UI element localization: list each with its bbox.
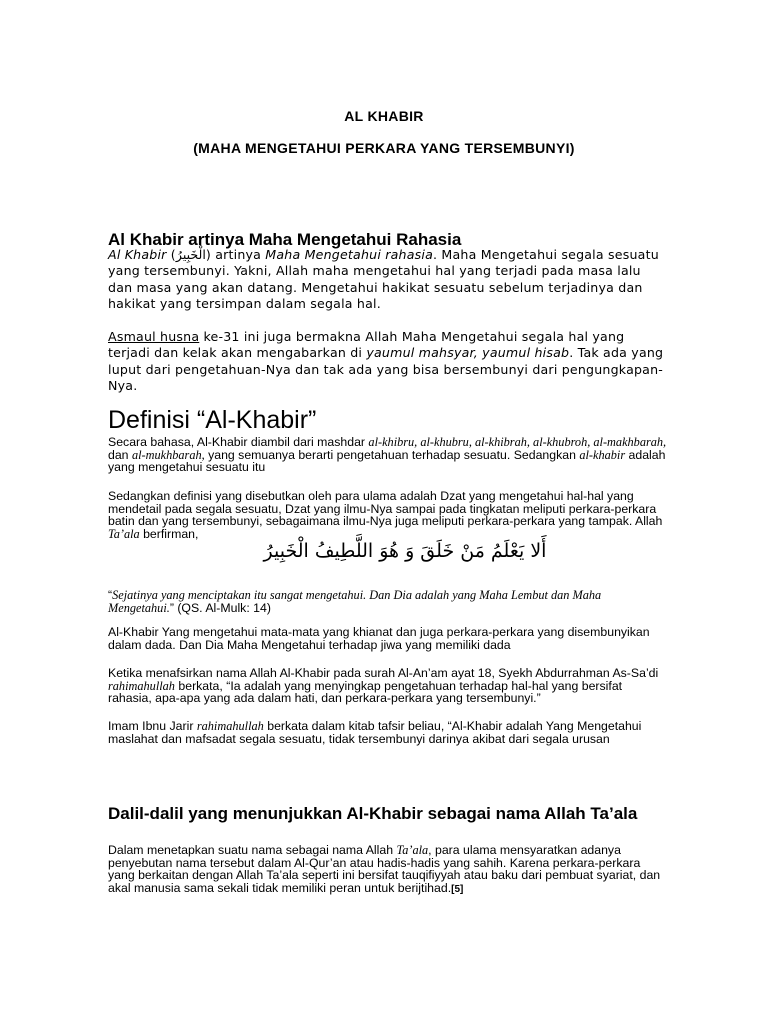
paragraph-secara-bahasa (108, 436, 668, 474)
term-taala: Ta’ala (108, 526, 140, 541)
doc-subtitle: (MAHA MENGETAHUI PERKARA YANG TERSEMBUNYI) (193, 140, 575, 156)
text-span: ke-31 ini juga bermakna Allah Maha Mengetahui segala hal yang terjadi dan kelak akan mengabarkan di (108, 329, 625, 361)
text-span: adalah yang mengetahui sesuatu itu (108, 447, 666, 475)
term-mukhbarah: al-mukhbarah, (131, 447, 205, 462)
paragraph-asmaul-husna (108, 329, 668, 395)
paragraph-definisi-ulama (108, 490, 668, 540)
term-taala: Ta’ala (396, 843, 429, 857)
text-span: . Maha Mengetahui segala sesuatu yang tersembunyi. Yakni, Allah maha mengetahui hal yang terjadi pada masa lalu dan masa yang akan datang. Mengetahui hakikat sesuatu sebelum terjadinya dan hakikat yang tersimpan dalam segala hal. (108, 247, 659, 312)
text-span: Ketika menafsirkan nama Allah Al-Khabir pada surah Al-An’am ayat 18, Syekh Abdurrahman As-Sa’di (108, 666, 659, 680)
term-rahimahullah: rahimahullah (108, 678, 175, 693)
asmaul-husna-link[interactable]: Asmaul husna (108, 329, 200, 344)
text-span: yang semuanya berarti pengetahuan terhadap sesuatu. Sedangkan (204, 447, 580, 462)
section-heading-dalil: Dalil-dalil yang menunjukkan Al-Khabir sebagai nama Allah Ta’ala (108, 804, 638, 823)
arabic-term: الْخَبِيرُ (175, 247, 206, 262)
text-span: dan (108, 447, 132, 462)
term-rahimahullah: rahimahullah (196, 719, 264, 733)
term-maha-mengetahui: Maha Mengetahui rahasia (265, 247, 434, 262)
arabic-verse: أَلا يَعْلَمُ مَنْ خَلَقَ وَ هُوَ اللَّطِيفُ الْخَبِيرُ (263, 540, 547, 562)
paragraph-ibnu-jarir (108, 720, 668, 745)
paragraph-as-sadi (108, 667, 668, 705)
paragraph-mata-mata: Al-Khabir Yang mengetahui mata-mata yang khianat dan juga perkara-perkara yang disembunyikan dalam dada. Dan Dia Maha Mengetahui terhadap jiwa yang memiliki dada (108, 625, 650, 652)
paragraph-verse-translation (108, 589, 668, 614)
section-heading-al-khabir: Al Khabir artinya Maha Mengetahui Rahasia (108, 230, 462, 249)
text-span: Imam Ibnu Jarir (108, 719, 197, 733)
term-al-khabir-lower: al-khabir (579, 447, 626, 462)
text-span: ” (QS. Al-Mulk: 14) (169, 600, 271, 615)
text-span: ) artinya (205, 247, 266, 262)
text-span: Sedangkan definisi yang disebutkan oleh para ulama adalah Dzat yang mengetahui hal-hal yang mendetail pada segala sesuatu, Dzat yang ilmu-Nya sampai pada tingkatan meliputi perkara-perkara batin dan yang tersembunyi, sebagaimana ilmu-Nya juga meliputi perkara-perkara yang tampak. Allah (108, 489, 663, 529)
term-yaumul: yaumul mahsyar, yaumul hisab (366, 345, 570, 361)
text-span: . Tak ada yang luput dari pengetahuan-Nya dan tak ada yang bisa bersembunyi dari pengungkapan-Nya. (108, 345, 664, 394)
text-span: , para ulama mensyaratkan adanya penyebutan nama tersebut dalam Al-Qur’an atau hadis-hadis yang sahih. Karena perkara-perkara yang berkaitan dengan Allah Ta’ala seperti ini bersifat tauqifiyyah atau baku dari pembuat syariat, dan akal manusia sama sekali tidak memiliki peran untuk berijtihad. (108, 843, 661, 895)
paragraph-al-khabir-meaning (108, 247, 668, 313)
doc-title: AL KHABIR (344, 108, 424, 124)
text-span: Dalam menetapkan suatu nama sebagai nama Allah (108, 843, 397, 857)
text-span: “ (108, 588, 113, 602)
text-span: berkata, “Ia adalah yang menyingkap pengetahuan terhadap hal-hal yang bersifat rahasia, apa-apa yang ada dalam hati, dan perkara-perkara yang tersembunyi.” (108, 678, 623, 706)
term-mashdar: al-khibru, al-khubru, al-khibrah, al-khubroh, al-makhbarah, (368, 435, 667, 449)
text-span: ( (166, 247, 176, 262)
text-span: berfirman, (139, 526, 199, 541)
paragraph-dalil (108, 844, 668, 896)
text-span: Secara bahasa, Al-Khabir diambil dari mashdar (108, 435, 369, 449)
footnote-ref-link[interactable]: [5] (451, 883, 464, 895)
section-heading-definisi: Definisi “Al-Khabir” (108, 406, 317, 434)
text-span: berkata dalam kitab tafsir beliau, “Al-Khabir adalah Yang Mengetahui maslahat dan mafsadat segala sesuatu, tidak tersembunyi darinya akibat dari segala urusan (108, 719, 642, 746)
term-al-khabir: Al Khabir (108, 247, 167, 262)
verse-translation: Sejatinya yang menciptakan itu sangat mengetahui. Dan Dia adalah yang Maha Lembut dan Maha Mengetahui. (108, 588, 602, 615)
